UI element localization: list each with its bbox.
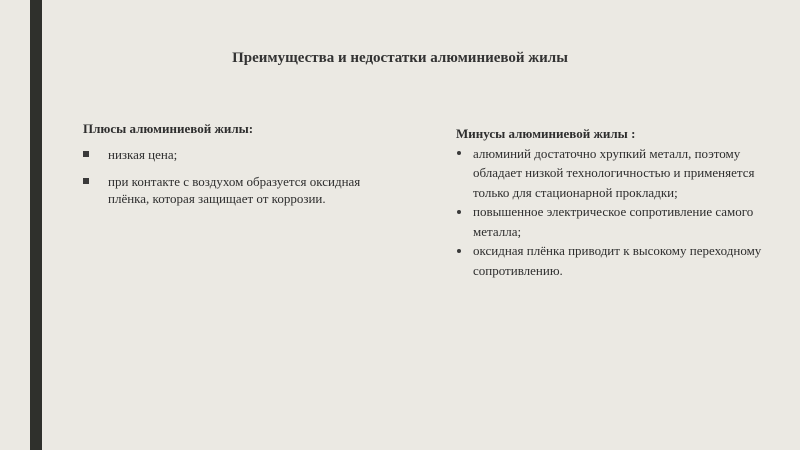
slide-accent-bar	[30, 0, 42, 450]
cons-item-text: оксидная плёнка приводит к высокому переходному сопротивлению.	[473, 243, 762, 278]
pros-item-text: низкая цена;	[108, 147, 178, 162]
cons-list-item	[456, 202, 776, 241]
dot-bullet-icon	[457, 151, 461, 155]
square-bullet-icon	[83, 151, 89, 157]
pros-item-text: при контакте с воздухом образуется оксидная плёнка, которая защищает от коррозии.	[108, 174, 361, 206]
pros-list-item	[83, 173, 383, 207]
cons-item-text: алюминий достаточно хрупкий металл, поэтому обладает низкой технологичностью и применяется только для стационарной прокладки;	[473, 145, 755, 200]
cons-heading: Минусы алюминиевой жилы :	[456, 126, 636, 141]
cons-item-text: повышенное электрическое сопротивление самого металла;	[473, 204, 754, 239]
cons-list	[456, 144, 776, 281]
cons-list-item	[456, 144, 776, 203]
pros-heading: Плюсы алюминиевой жилы:	[83, 121, 254, 136]
dot-bullet-icon	[457, 210, 461, 214]
cons-section	[456, 124, 776, 280]
pros-list	[83, 146, 383, 207]
cons-list-item	[456, 241, 776, 280]
dot-bullet-icon	[457, 249, 461, 253]
square-bullet-icon	[83, 178, 89, 184]
slide-title: Преимущества и недостатки алюминиевой жилы	[232, 50, 568, 66]
pros-list-item	[83, 146, 383, 163]
pros-section	[83, 120, 383, 217]
